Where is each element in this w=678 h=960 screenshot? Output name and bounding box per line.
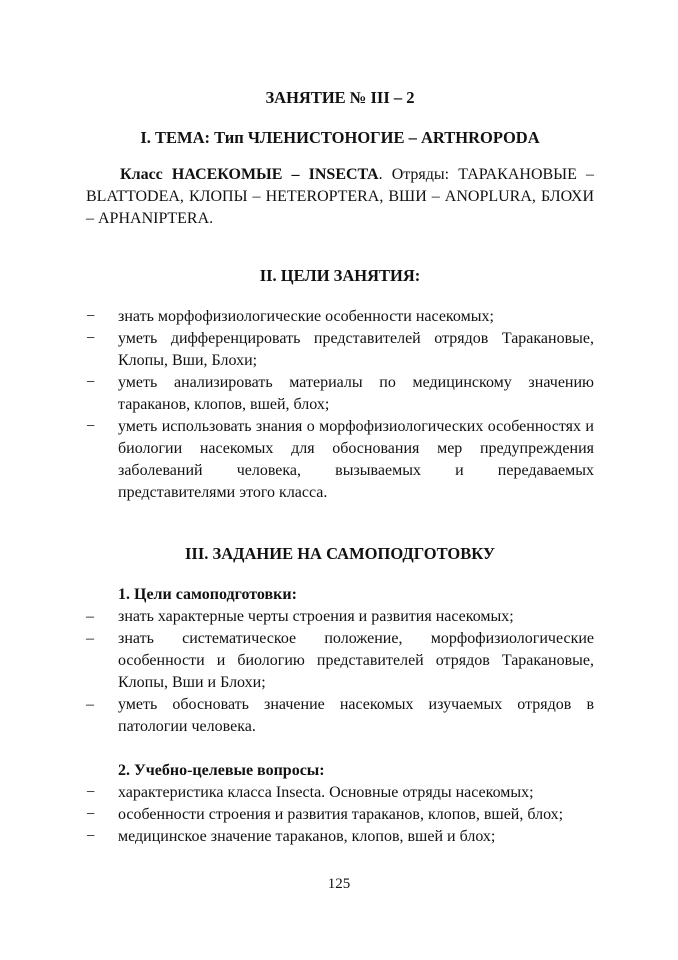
page-number: 125	[327, 876, 351, 892]
goals-list	[86, 306, 594, 504]
list-item: − уметь дифференцировать представителей отрядов Таракановые, Клопы, Вши, Блохи;	[86, 330, 594, 369]
goals-heading: II. ЦЕЛИ ЗАНЯТИЯ:	[259, 266, 421, 285]
page-content	[86, 86, 594, 848]
list-item: − уметь анализировать материалы по медицинскому значению тараканов, клопов, вшей, блох;	[86, 374, 594, 413]
lesson-theme: I. ТЕМА: Тип ЧЛЕНИСТОНОГИЕ – ARTHROPODA	[140, 128, 540, 147]
list-item: – знать характерные черты строения и развития насекомых;	[86, 608, 514, 625]
self-study-goals-title: 1. Цели самоподготовки:	[118, 586, 297, 603]
intro-paragraph	[86, 164, 594, 230]
questions-list	[86, 782, 594, 848]
list-item: − особенности строения и развития тараканов, клопов, вшей, блох;	[86, 806, 564, 823]
lesson-title: ЗАНЯТИЕ № III – 2	[265, 88, 415, 107]
list-item: – знать систематическое положение, морфофизиологические особенности и биологию представителей отрядов Таракановые, Клопы, Вши и Блохи;	[86, 630, 594, 691]
list-item: − характеристика класса Insecta. Основные отряды насекомых;	[86, 784, 534, 801]
questions-title: 2. Учебно-целевые вопросы:	[118, 762, 325, 779]
class-name: Класс НАСЕКОМЫЕ – INSECTA	[120, 166, 379, 183]
list-item: – уметь обосновать значение насекомых изучаемых отрядов в патологии человека.	[86, 696, 594, 735]
list-item: − уметь использовать знания о морфофизиологических особенностях и биологии насекомых для обоснования мер предупреждения заболеваний человека, вызываемых и передаваемых представителями этого класса.	[86, 418, 594, 501]
orders-text: . Отряды: ТАРАКАНОВЫЕ – BLATTODEA, КЛОПЫ – HETEROPTERA, ВШИ – ANOPLURA, БЛОХИ – APHANIPTERA.	[86, 166, 595, 227]
list-item: − знать морфофизиологические особенности насекомых;	[86, 308, 494, 325]
self-study-heading: III. ЗАДАНИЕ НА САМОПОДГОТОВКУ	[185, 544, 495, 563]
list-item: − медицинское значение тараканов, клопов, вшей и блох;	[86, 828, 496, 845]
self-study-goals-list	[86, 606, 594, 738]
